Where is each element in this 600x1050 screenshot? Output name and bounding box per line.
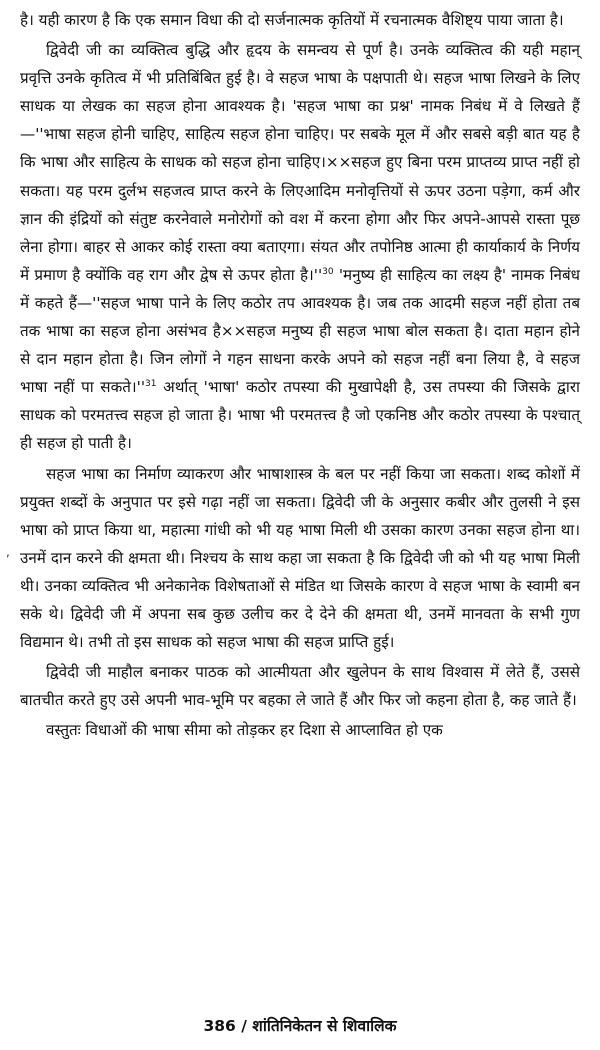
paragraph-4-text: द्विवेदी जी माहौल बनाकर पाठक को आत्मीयता और खुलेपन के साथ विश्वास में लेते हैं, उससे बातचीत करते हुए उसे अपनी भाव-भूमि पर बहका ले जाते हैं और फिर जो कहना होता है, कह जाते हैं। (20, 663, 580, 710)
paragraph-2-text-end: अर्थात् 'भाषा' कठोर तपस्या की मुखापेक्षी है, उस तपस्या की जिसके द्वारा साधक को परमतत्त्व सहज हो जाता है। भाषा भी परमतत्त्व है जो एकनिष्ठ और कठोर तपस्या के पश्चात् ही सहज हो पाती है। (20, 378, 580, 453)
paragraph-2-text: द्विवेदी जी का व्यक्तित्व बुद्धि और हृदय के समन्वय से पूर्ण है। उनके व्यक्तित्व की यही महान् प्रवृत्ति उनके कृतित्व में भी प्रतिबिंबित हुई है। वे सहज भाषा के पक्षपाती थे। सहज भाषा लिखने के लिए साधक या लेखक का सहज होना आवश्यक है। 'सहज भाषा का प्रश्न' नामक निबंध में वे लिखते हैं—''भाषा सहज होनी चाहिए, साहित्य सहज होना चाहिए। पर सबके मूल में और सबसे बड़ी बात यह है कि भाषा और साहित्य के साधक को सहज होना चाहिए।××सहज हुए बिना परम प्राप्तव्य प्राप्त नहीं हो सकता। यह परम दुर्लभ सहजत्व प्राप्त करने के लिएआदिम मनोवृत्तियों से ऊपर उठना पड़ेगा, कर्म और ज्ञान की इंद्रियों को संतुष्ट करनेवाले मनोरोगों को वश में करना होगा और फिर अपने-आपसे रास्ता पूछ लेना होगा। बाहर से आकर कोई रास्ता क्या बताएगा। संयत और तपोनिष्ठ आत्मा ही कार्याकार्य के निर्णय में प्रमाण है क्योंकि वह राग और द्वेष से ऊपर होता है।'' (20, 41, 580, 284)
footnote-ref-31: 31 (145, 379, 157, 390)
paragraph-5 (20, 716, 580, 744)
paragraph-2-text-continued: 'मनुष्य ही साहित्य का लक्ष्य है' नामक निबंध में कहते हैं—''सहज भाषा पाने के लिए कठोर तप आवश्यक है। जब तक आदमी सहज नहीं होता तब तक भाषा का सहज होना असंभव है××सहज मनुष्य ही सहज भाषा बोल सकता है। दाता महान होने से दान महान होता है। जिन लोगों ने गहन साधना करके अपने को सहज नहीं बना लिया है, वे सहज भाषा नहीं पा सकते।'' (20, 265, 580, 397)
page-footer: 386 / शांतिनिकेतन से शिवालिक (203, 1017, 397, 1035)
paragraph-5-text: वस्तुतः विधाओं की भाषा सीमा को तोड़कर हर दिशा से आप्लावित हो एक (46, 721, 443, 740)
footnote-ref-30: 30 (322, 266, 334, 277)
paragraph-1-text: है। यही कारण है कि एक समान विधा की दो सर्जनात्मक कृतियों में रचनात्मक वैशिष्ट्य पाया जाता है। (20, 11, 564, 29)
paragraph-1 (20, 6, 580, 34)
margin-mark: , (6, 545, 10, 559)
paragraph-3-text: सहज भाषा का निर्माण व्याकरण और भाषाशास्त्र के बल पर नहीं किया जा सकता। शब्द कोशों में प्रयुक्त शब्दों के अनुपात पर इसे गढ़ा नहीं जा सकता। द्विवेदी जी के अनुसार कबीर और तुलसी ने इस भाषा को प्राप्त किया था, महात्मा गांधी को भी यह भाषा मिली थी उसका कारण उनका सहज होना था। उनमें दान करने की क्षमता थी। निश्चय के साथ कहा जा सकता है कि द्विवेदी जी को भी यह भाषा मिली थी। उनका व्यक्तित्व भी अनेकानेक विशेषताओं से मंडित था जिसके कारण वे सहज भाषा के स्वामी बन सके थे। द्विवेदी जी में अपना सब कुछ उलीच कर दे देने की क्षमता थी, उनमें मानवता के सभी गुण विद्यमान थे। तभी तो इस साधक को सहज भाषा की सहज प्राप्ति हुई। (20, 464, 580, 652)
paragraph-2 (20, 36, 580, 457)
paragraph-3 (20, 460, 580, 657)
paragraph-4 (20, 658, 580, 714)
